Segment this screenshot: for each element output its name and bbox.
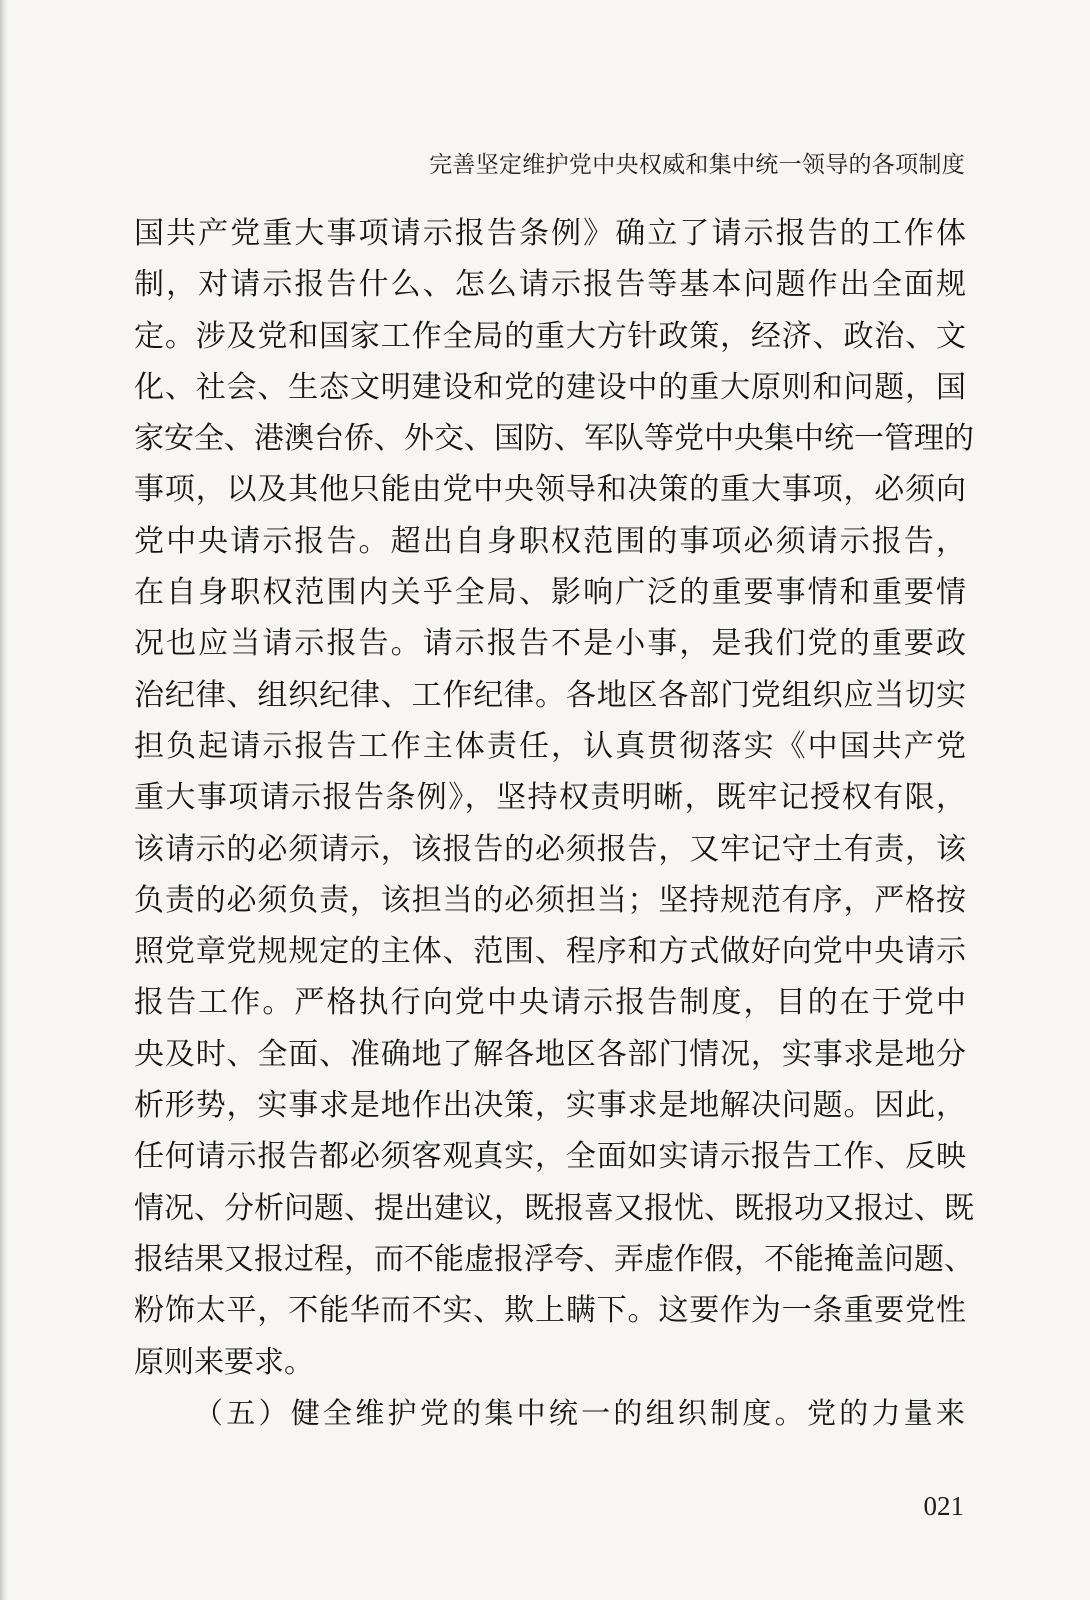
- body-line: 化、社会、生态文明建设和党的建设中的重大原则和问题，国: [134, 369, 966, 405]
- paragraph-last-line: 原则来要求。: [134, 1344, 314, 1380]
- section-subheading: （五）健全维护党的集中统一的组织制度。党的力量来: [194, 1395, 966, 1430]
- body-line: 照党章党规规定的主体、范围、程序和方式做好向党中央请示: [134, 934, 966, 970]
- body-line: 报告工作。严格执行向党中央请示报告制度，目的在于党中: [134, 985, 966, 1021]
- body-line: 在自身职权范围内关乎全局、影响广泛的重要事情和重要情: [134, 575, 966, 611]
- body-line: 析形势，实事求是地作出决策，实事求是地解决问题。因此，: [134, 1088, 966, 1124]
- body-line: 国共产党重大事项请示报告条例》确立了请示报告的工作体: [134, 216, 966, 251]
- body-line: 家安全、港澳台侨、外交、国防、军队等党中央集中统一管理的: [134, 421, 974, 457]
- body-line: 治纪律、组织纪律、工作纪律。各地区各部门党组织应当切实: [134, 677, 966, 713]
- running-header: 完善坚定维护党中央权威和集中统一领导的各项制度: [429, 152, 965, 178]
- body-line: 央及时、全面、准确地了解各地区各部门情况，实事求是地分: [134, 1036, 966, 1072]
- body-line: 况也应当请示报告。请示报告不是小事，是我们党的重要政: [134, 626, 966, 662]
- body-line: 制，对请示报告什么、怎么请示报告等基本问题作出全面规: [134, 267, 966, 303]
- body-line: 粉饰太平，不能华而不实、欺上瞒下。这要作为一条重要党性: [134, 1293, 966, 1329]
- body-line: 事项，以及其他只能由党中央领导和决策的重大事项，必须向: [134, 472, 966, 508]
- body-line: 情况、分析问题、提出建议，既报喜又报忧、既报功又报过、既: [134, 1190, 974, 1226]
- body-line: 担负起请示报告工作主体责任，认真贯彻落实《中国共产党: [134, 728, 966, 764]
- page-number: 021: [923, 1491, 964, 1521]
- body-line: 重大事项请示报告条例》，坚持权责明晰，既牢记授权有限，: [134, 780, 966, 816]
- body-line: 报结果又报过程，而不能虚报浮夸、弄虚作假，不能掩盖问题、: [134, 1241, 974, 1277]
- body-text: [134, 208, 974, 1439]
- body-line: 党中央请示报告。超出自身职权范围的事项必须请示报告，: [134, 523, 966, 559]
- body-line: 负责的必须负责，该担当的必须担当；坚持规范有序，严格按: [134, 882, 966, 918]
- body-line: 任何请示报告都必须客观真实，全面如实请示报告工作、反映: [134, 1139, 966, 1175]
- body-line: 该请示的必须请示，该报告的必须报告，又牢记守土有责，该: [134, 831, 966, 867]
- body-line: 定。涉及党和国家工作全局的重大方针政策，经济、政治、文: [134, 318, 966, 354]
